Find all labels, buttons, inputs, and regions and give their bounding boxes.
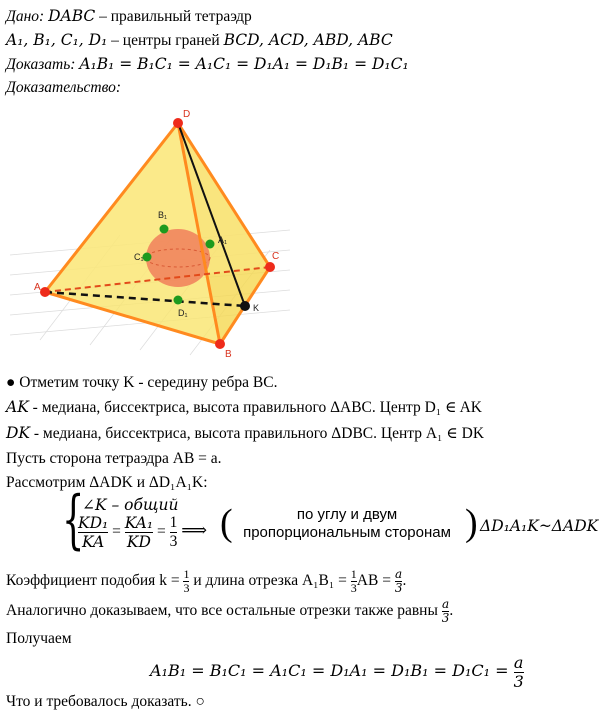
centers-points: A₁, B₁, C₁, D₁ bbox=[6, 31, 108, 49]
step-ak-label: AK bbox=[6, 398, 29, 416]
proof-label: Доказательство: bbox=[6, 79, 122, 96]
step-get: Получаем bbox=[6, 630, 72, 647]
step-side bbox=[6, 449, 222, 469]
label-d1: D₁ bbox=[178, 308, 188, 318]
fraction-ka1-kd: $\frac{\text{KA₁}}{KD}$ bbox=[124, 514, 154, 551]
label-b: B bbox=[225, 349, 232, 360]
implies-arrow: ⟹ bbox=[181, 520, 208, 541]
prove-statement: A₁B₁ = B₁C₁ = A₁C₁ = D₁A₁ = D₁B₁ = D₁C₁ bbox=[79, 55, 409, 73]
label-a: A bbox=[34, 282, 41, 293]
given-description: – правильный тетраэдр bbox=[95, 8, 252, 25]
fraction-a-third: $\frac{a}{3}$ bbox=[394, 567, 403, 595]
proof-label-line bbox=[6, 78, 121, 98]
label-k: K bbox=[253, 303, 260, 313]
step-ak bbox=[6, 397, 482, 418]
similarity-conclusion: ΔD₁A₁K~ΔADK bbox=[480, 517, 599, 535]
reason: по углу и двум пропорциональным сторонам bbox=[243, 506, 451, 541]
system-brace: { bbox=[62, 483, 85, 557]
given-line-1 bbox=[6, 6, 252, 27]
point-k bbox=[240, 301, 250, 311]
step-midpoint bbox=[6, 373, 277, 393]
step-dk-text: - медиана, биссектриса, высота правильного ΔDBC. Центр A₁ ∈ DK bbox=[30, 425, 485, 442]
step-consider-text: Рассмотрим ΔADK и ΔD₁A₁K: bbox=[6, 474, 208, 491]
fraction-a-third-2: $\frac{a}{3}$ bbox=[441, 597, 450, 625]
step-coefficient: Коэффициент подобия k = $\frac{1}{3}$ и длина отрезка A₁B₁ = $\frac{1}{3}$ AB = $\frac{a}{3}$ . bbox=[6, 567, 407, 595]
given-label: Дано: bbox=[6, 8, 45, 25]
prove-label: Доказать: bbox=[6, 56, 76, 73]
fraction-k: $\frac{1}{3}$ bbox=[183, 567, 190, 595]
reason-paren-left: ( bbox=[220, 502, 233, 544]
tetrahedron-figure bbox=[0, 104, 300, 366]
final-equality: A₁B₁ = B₁C₁ = A₁C₁ = D₁A₁ = D₁B₁ = D₁C₁ = $\frac{a}{3}$ bbox=[150, 652, 524, 691]
bullet: ● bbox=[6, 374, 16, 391]
centers-text: – центры граней bbox=[107, 32, 224, 49]
fraction-one-third: $\frac{1}{3}$ bbox=[169, 514, 178, 550]
step-dk bbox=[6, 423, 484, 444]
label-c1: C₁ bbox=[134, 252, 144, 262]
step-side-text: Пусть сторона тетраэдра AB = a. bbox=[6, 450, 222, 467]
system-ratios: $\frac{\text{KD₁}}{KA}$ = $\frac{\text{KA₁}}{KD}$ = $\frac{1}{3}$ ⟹ bbox=[78, 514, 208, 551]
given-line-2 bbox=[6, 30, 393, 51]
prove-line bbox=[6, 54, 409, 75]
faces-list: BCD, ACD, ABD, ABC bbox=[223, 31, 393, 49]
step-midpoint-text: Отметим точку K - середину ребра BC. bbox=[15, 374, 278, 391]
step-dk-label: DK bbox=[6, 424, 31, 442]
fraction-one-third-small: $\frac{1}{3}$ bbox=[350, 567, 357, 595]
fraction-final: $\frac{a}{3}$ bbox=[513, 652, 524, 691]
step-consider bbox=[6, 473, 208, 493]
system-angle: ∠K – общий bbox=[82, 496, 179, 514]
step-analogous: Аналогично доказываем, что все остальные отрезки также равны $\frac{a}{3}$ . bbox=[6, 597, 454, 625]
tetrahedron-name: DABC bbox=[48, 7, 96, 25]
step-ak-text: - медиана, биссектриса, высота правильного ΔABC. Центр D₁ ∈ AK bbox=[28, 399, 482, 416]
label-b1: B₁ bbox=[158, 210, 168, 220]
reason-paren-right: ) bbox=[465, 502, 478, 544]
qed-line: Что и требовалось доказать. ○ bbox=[6, 693, 205, 710]
label-d: D bbox=[183, 109, 191, 120]
fraction-kd1-ka: $\frac{\text{KD₁}}{KA}$ bbox=[78, 514, 109, 551]
label-a1: A₁ bbox=[218, 235, 228, 245]
similarity-system bbox=[62, 483, 600, 557]
label-c: C bbox=[272, 251, 280, 262]
